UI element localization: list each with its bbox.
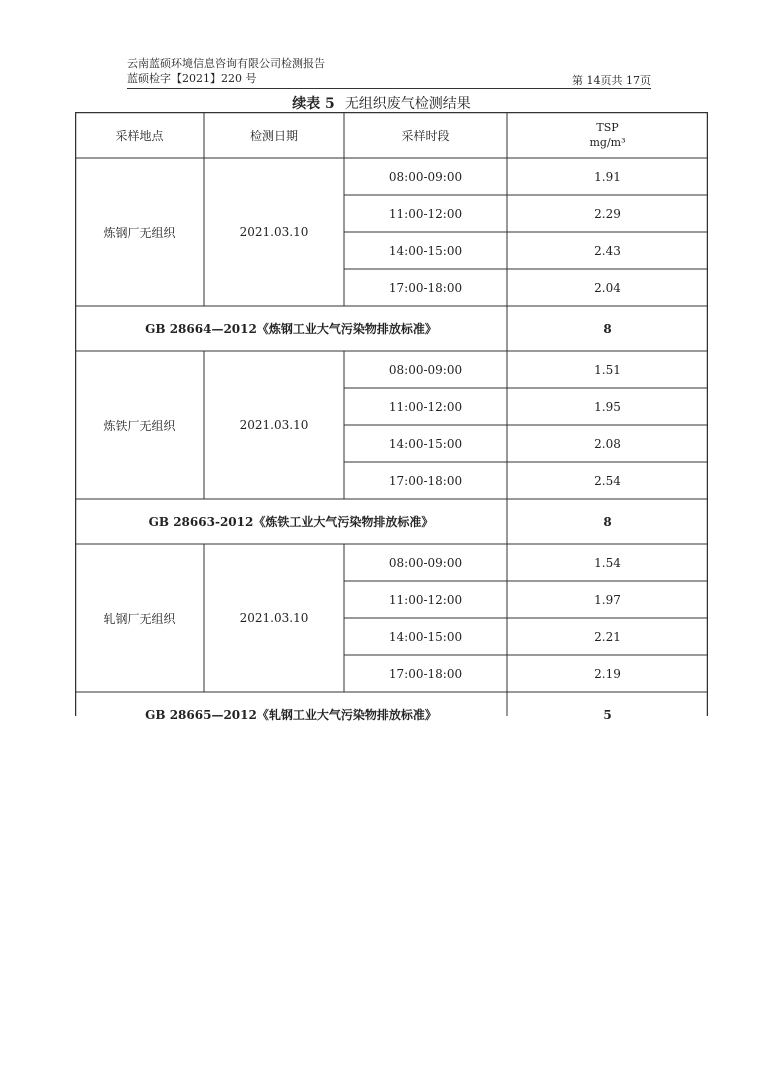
tsp-value: 1.54 (594, 555, 621, 570)
sample-period: 08:00-09:00 (388, 362, 463, 377)
sample-period: 08:00-09:00 (388, 169, 463, 184)
table-title: 无组织废气检测结果 (344, 96, 471, 112)
sample-site: 炼铁厂无组织 (103, 418, 176, 433)
sample-period: 14:00-15:00 (388, 629, 463, 644)
tsp-value: 1.95 (594, 399, 621, 414)
sample-period: 14:00-15:00 (388, 243, 463, 258)
header-test-date: 检测日期 (249, 128, 298, 143)
tsp-value: 2.43 (594, 243, 621, 258)
table-caption (0, 93, 763, 113)
header-tsp (507, 112, 708, 158)
sample-site: 炼钢厂无组织 (103, 225, 176, 240)
header-sample-site: 采样地点 (115, 128, 164, 143)
tsp-value: 2.21 (594, 629, 621, 644)
tsp-name: TSP (596, 121, 619, 134)
company-name: 云南蓝硕环境信息咨询有限公司检测报告 (127, 57, 325, 70)
sample-period: 08:00-09:00 (388, 555, 463, 570)
sample-period: 17:00-18:00 (388, 280, 463, 295)
test-date: 2021.03.10 (239, 225, 309, 239)
sample-period: 11:00-12:00 (388, 399, 463, 414)
tsp-value: 1.91 (594, 169, 621, 184)
standard-limit: 8 (603, 514, 612, 529)
tsp-value: 2.29 (594, 206, 621, 221)
table-label: 续表 5 (292, 96, 335, 112)
emission-standard: GB 28665—2012《轧钢工业大气污染物排放标准》 (145, 708, 437, 722)
header-rule (127, 88, 651, 89)
sample-period: 17:00-18:00 (388, 666, 463, 681)
sample-period: 11:00-12:00 (388, 206, 463, 221)
emission-standard: GB 28664—2012《炼钢工业大气污染物排放标准》 (145, 322, 437, 336)
tsp-value: 1.51 (594, 362, 621, 377)
tsp-value: 2.19 (594, 666, 621, 681)
sample-period: 17:00-18:00 (388, 473, 463, 488)
emission-standard: GB 28663-2012《炼铁工业大气污染物排放标准》 (148, 515, 434, 529)
page-number: 第 14页共 17页 (572, 74, 651, 87)
standard-limit: 8 (603, 321, 612, 336)
test-date: 2021.03.10 (239, 418, 309, 432)
results-table (75, 112, 708, 722)
sample-site: 轧钢厂无组织 (103, 611, 176, 626)
test-date: 2021.03.10 (239, 611, 309, 625)
standard-limit: 5 (603, 707, 612, 722)
tsp-unit: mg/m³ (589, 136, 626, 149)
report-number: 蓝硕检字【2021】220 号 (127, 72, 257, 85)
tsp-value: 2.04 (594, 280, 621, 295)
tsp-value: 1.97 (594, 592, 621, 607)
tsp-value: 2.54 (594, 473, 621, 488)
sample-period: 11:00-12:00 (388, 592, 463, 607)
header-sample-period: 采样时段 (401, 128, 450, 143)
tsp-value: 2.08 (594, 436, 621, 451)
sample-period: 14:00-15:00 (388, 436, 463, 451)
